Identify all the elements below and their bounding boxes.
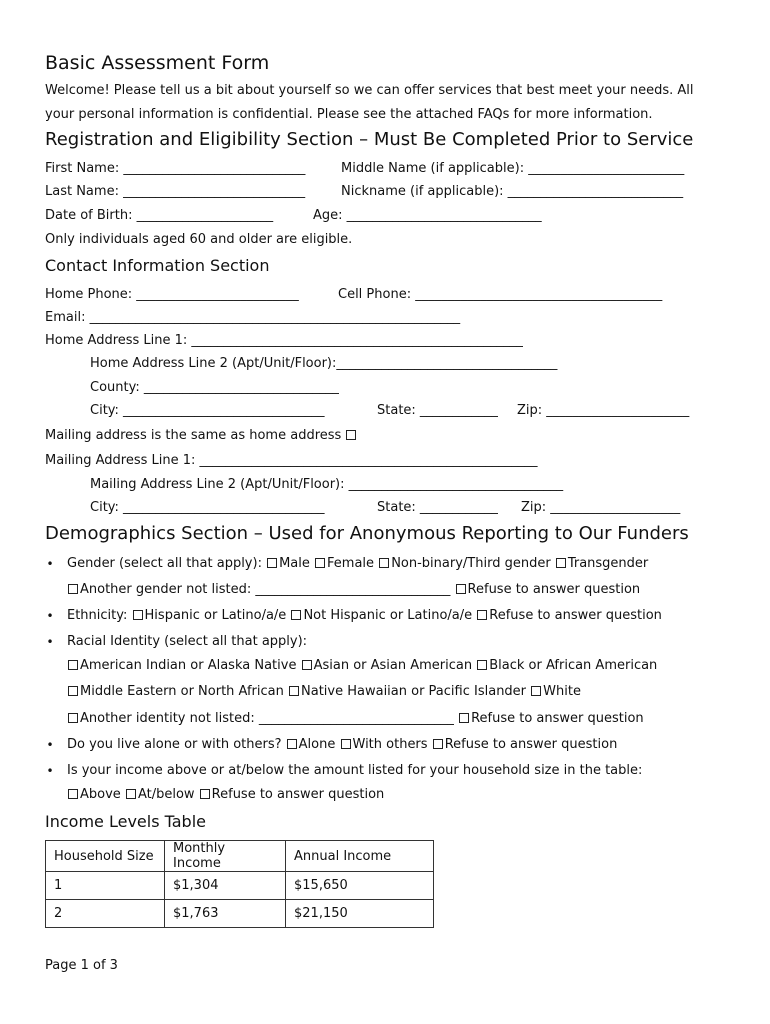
same-address-checkbox[interactable] — [346, 430, 356, 440]
ethnicity-not-hispanic-label: Not Hispanic or Latino/a/e — [303, 608, 473, 623]
race-refuse-checkbox[interactable] — [459, 713, 469, 723]
middle-name-field[interactable]: Middle Name (if applicable): ________________________ — [341, 161, 685, 176]
bullet-icon: • — [46, 609, 54, 623]
home-phone-field[interactable]: Home Phone: _________________________ — [45, 287, 299, 302]
same-address-option[interactable] — [45, 428, 358, 444]
zip-field[interactable]: Zip: ______________________ — [517, 403, 690, 418]
eligibility-note: Only individuals aged 60 and older are eligible. — [45, 232, 353, 247]
race-asian-label: Asian or Asian American — [313, 658, 473, 673]
form-title: Basic Assessment Form — [45, 52, 270, 74]
race-row-1 — [67, 658, 657, 674]
race-white-checkbox[interactable] — [531, 686, 541, 696]
living-others-label: With others — [352, 737, 428, 752]
state-field[interactable]: State: ____________ — [377, 403, 498, 418]
income-atbelow-checkbox[interactable] — [126, 789, 136, 799]
race-mena-checkbox[interactable] — [68, 686, 78, 696]
ethnicity-label: Ethnicity: — [67, 608, 128, 623]
page-number: Page 1 of 3 — [45, 958, 118, 973]
race-aian-label: American Indian or Alaska Native — [80, 658, 297, 673]
race-asian-checkbox[interactable] — [302, 660, 312, 670]
contact-heading: Contact Information Section — [45, 256, 270, 275]
gender-other-row — [67, 582, 640, 598]
table-cell: $1,763 — [165, 900, 286, 928]
ethnicity-refuse-checkbox[interactable] — [477, 610, 487, 620]
gender-transgender-label: Transgender — [567, 556, 649, 571]
table-cell: 1 — [46, 872, 165, 900]
intro-line-2: your personal information is confidential. Please see the attached FAQs for more information. — [45, 107, 653, 122]
living-alone-label: Alone — [298, 737, 336, 752]
ethnicity-hispanic-label: Hispanic or Latino/a/e — [144, 608, 287, 623]
mailing-zip-field[interactable]: Zip: ____________________ — [521, 500, 681, 515]
race-black-label: Black or African American — [489, 658, 658, 673]
gender-label: Gender (select all that apply): — [67, 556, 262, 571]
table-cell: 2 — [46, 900, 165, 928]
bullet-icon: • — [46, 557, 54, 571]
gender-other-checkbox[interactable] — [68, 584, 78, 594]
race-other-checkbox[interactable] — [68, 713, 78, 723]
table-cell: $21,150 — [286, 900, 434, 928]
county-field[interactable]: County: ______________________________ — [90, 380, 339, 395]
race-black-checkbox[interactable] — [477, 660, 487, 670]
last-name-field[interactable]: Last Name: ____________________________ — [45, 184, 306, 199]
first-name-field[interactable]: First Name: ____________________________ — [45, 161, 306, 176]
age-field[interactable]: Age: ______________________________ — [313, 208, 542, 223]
table-header-cell: Household Size — [46, 841, 165, 872]
ethnicity-refuse-label: Refuse to answer question — [489, 608, 662, 623]
bullet-icon: • — [46, 635, 54, 649]
demographics-heading: Demographics Section – Used for Anonymous Reporting to Our Funders — [45, 523, 689, 544]
gender-male-label: Male — [279, 556, 310, 571]
race-row-2 — [67, 684, 581, 700]
race-nhpi-checkbox[interactable] — [289, 686, 299, 696]
table-row — [46, 900, 434, 928]
income-above-label: Above — [80, 787, 121, 802]
living-refuse-label: Refuse to answer question — [444, 737, 618, 752]
gender-transgender-checkbox[interactable] — [556, 558, 566, 568]
ethnicity-question — [67, 608, 662, 624]
gender-refuse-label: Refuse to answer question — [467, 582, 641, 597]
city-field[interactable]: City: _______________________________ — [90, 403, 325, 418]
gender-question — [67, 556, 648, 572]
income-atbelow-label: At/below — [137, 787, 195, 802]
bullet-icon: • — [46, 738, 54, 752]
living-others-checkbox[interactable] — [341, 739, 351, 749]
gender-refuse-checkbox[interactable] — [456, 584, 466, 594]
home-address-line1-field[interactable]: Home Address Line 1: ___________________________________________________ — [45, 333, 523, 348]
registration-heading: Registration and Eligibility Section – Must Be Completed Prior to Service — [45, 129, 694, 150]
gender-female-label: Female — [327, 556, 375, 571]
ethnicity-not-hispanic-checkbox[interactable] — [291, 610, 301, 620]
table-cell: $15,650 — [286, 872, 434, 900]
table-header-cell: Monthly Income — [165, 841, 286, 872]
income-refuse-label: Refuse to answer question — [211, 787, 385, 802]
income-above-checkbox[interactable] — [68, 789, 78, 799]
home-address-line2-field[interactable]: Home Address Line 2 (Apt/Unit/Floor):__________________________________ — [90, 356, 558, 371]
race-refuse-label: Refuse to answer question — [471, 711, 644, 726]
gender-nonbinary-checkbox[interactable] — [379, 558, 389, 568]
mailing-state-field[interactable]: State: ____________ — [377, 500, 498, 515]
gender-nonbinary-label: Non-binary/Third gender — [391, 556, 551, 571]
same-address-label: Mailing address is the same as home address — [45, 428, 342, 443]
income-refuse-checkbox[interactable] — [200, 789, 210, 799]
living-alone-checkbox[interactable] — [287, 739, 297, 749]
gender-female-checkbox[interactable] — [315, 558, 325, 568]
mailing-address-line2-field[interactable]: Mailing Address Line 2 (Apt/Unit/Floor): _________________________________ — [90, 477, 564, 492]
intro-line-1: Welcome! Please tell us a bit about yourself so we can offer services that best meet your needs. All — [45, 83, 694, 98]
table-header-row — [46, 841, 434, 872]
mailing-city-field[interactable]: City: _______________________________ — [90, 500, 325, 515]
bullet-icon: • — [46, 764, 54, 778]
race-nhpi-label: Native Hawaiian or Pacific Islander — [301, 684, 527, 699]
income-question: Is your income above or at/below the amount listed for your household size in the table: — [67, 763, 643, 778]
race-aian-checkbox[interactable] — [68, 660, 78, 670]
mailing-address-line1-field[interactable]: Mailing Address Line 1: ____________________________________________________ — [45, 453, 538, 468]
gender-male-checkbox[interactable] — [267, 558, 277, 568]
race-other-row — [67, 711, 644, 727]
dob-field[interactable]: Date of Birth: _____________________ — [45, 208, 274, 223]
income-levels-table — [45, 840, 434, 928]
table-row — [46, 872, 434, 900]
living-label: Do you live alone or with others? — [67, 737, 282, 752]
gender-other-field[interactable]: Another gender not listed: ______________________________ — [80, 582, 451, 597]
race-mena-label: Middle Eastern or North African — [80, 684, 284, 699]
table-cell: $1,304 — [165, 872, 286, 900]
race-other-field[interactable]: Another identity not listed: ______________________________ — [80, 711, 454, 726]
table-header-cell: Annual Income — [286, 841, 434, 872]
living-question — [67, 737, 617, 753]
race-label: Racial Identity (select all that apply): — [67, 634, 308, 649]
living-refuse-checkbox[interactable] — [433, 739, 443, 749]
income-table-heading: Income Levels Table — [45, 812, 206, 831]
nickname-field[interactable]: Nickname (if applicable): ___________________________ — [341, 184, 684, 199]
ethnicity-hispanic-checkbox[interactable] — [133, 610, 143, 620]
race-white-label: White — [543, 684, 581, 699]
email-field[interactable]: Email: _________________________________________________________ — [45, 310, 461, 325]
cell-phone-field[interactable]: Cell Phone: ______________________________________ — [338, 287, 663, 302]
income-options — [67, 787, 384, 803]
